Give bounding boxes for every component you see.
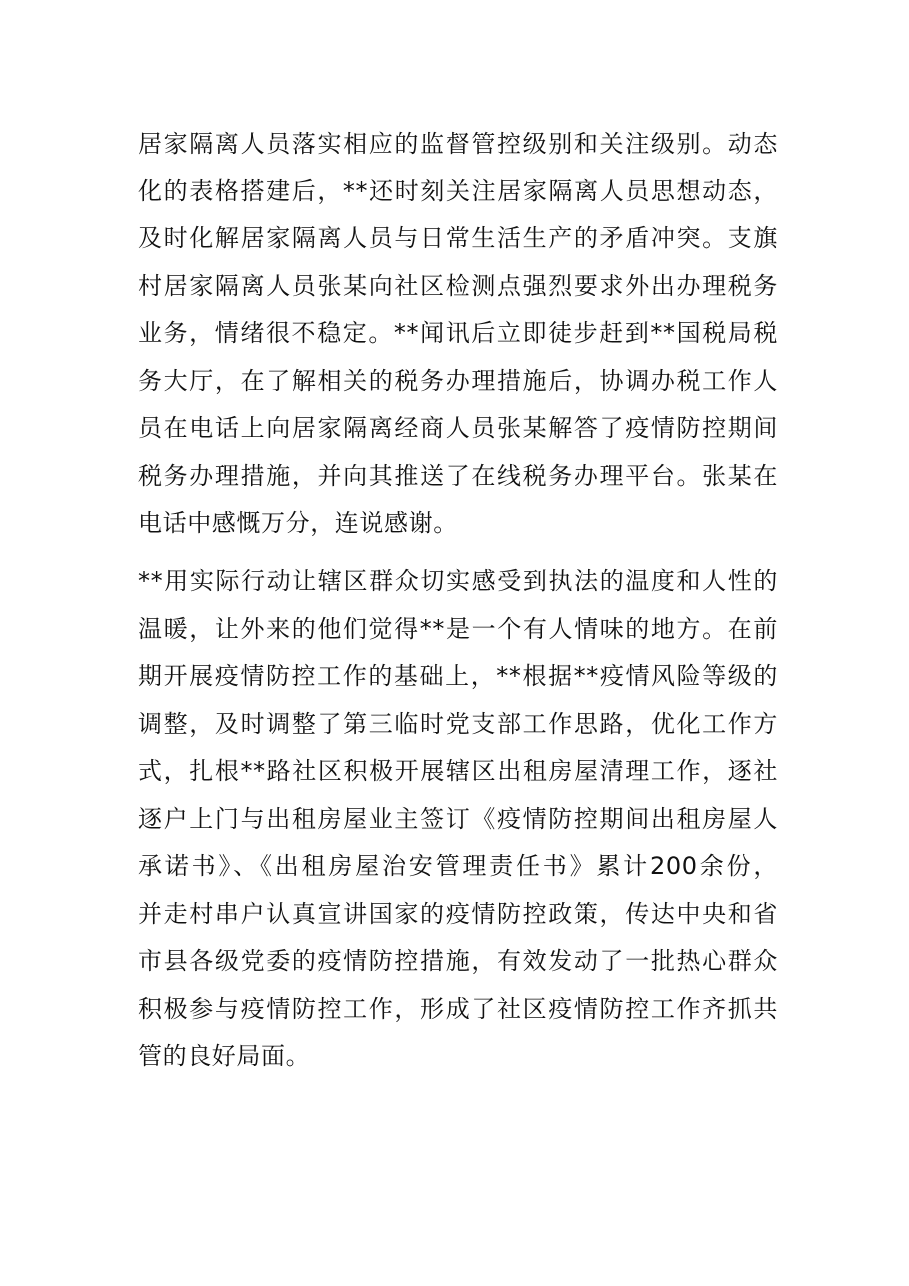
text-line: **用实际行动让辖区群众切实感受到执法的温度和人性的 [138, 567, 778, 595]
text-line: 税务办理措施，并向其推送了在线税务办理平台。张某在 [138, 462, 778, 490]
text-line: 员在电话上向居家隔离经商人员张某解答了疫情防控期间 [138, 414, 778, 442]
text-line: 及时化解居家隔离人员与日常生活生产的矛盾冲突。支旗 [138, 224, 778, 252]
text-line: 业务，情绪很不稳定。**闻讯后立即徒步赶到**国税局税 [138, 319, 778, 347]
text-line: 电话中感慨万分，连说感谢。 [138, 509, 458, 537]
text-line: 承诺书》、《出租房屋治安管理责任书》累计200余份， [138, 852, 778, 880]
text-line: 市县各级党委的疫情防控措施，有效发动了一批热心群众 [138, 947, 778, 975]
text-line: 积极参与疫情防控工作，形成了社区疫情防控工作齐抓共 [138, 995, 778, 1023]
text-line: 居家隔离人员落实相应的监督管控级别和关注级别。动态 [138, 130, 778, 158]
text-line: 温暖，让外来的他们觉得**是一个有人情味的地方。在前 [138, 615, 778, 643]
text-line: 管的良好局面。 [138, 1042, 311, 1070]
text-line: 化的表格搭建后，**还时刻关注居家隔离人员思想动态， [138, 177, 778, 205]
text-line: 逐户上门与出租房屋业主签订《疫情防控期间出租房屋人 [138, 805, 778, 833]
text-line: 村居家隔离人员张某向社区检测点强烈要求外出办理税务 [138, 272, 778, 300]
text-line: 期开展疫情防控工作的基础上，**根据**疫情风险等级的 [138, 662, 778, 690]
text-line: 务大厅，在了解相关的税务办理措施后，协调办税工作人 [138, 367, 778, 395]
text-line: 式，扎根**路社区积极开展辖区出租房屋清理工作，逐社 [138, 757, 778, 785]
text-line: 调整，及时调整了第三临时党支部工作思路，优化工作方 [138, 710, 778, 738]
text-line: 并走村串户认真宣讲国家的疫情防控政策，传达中央和省 [138, 900, 778, 928]
